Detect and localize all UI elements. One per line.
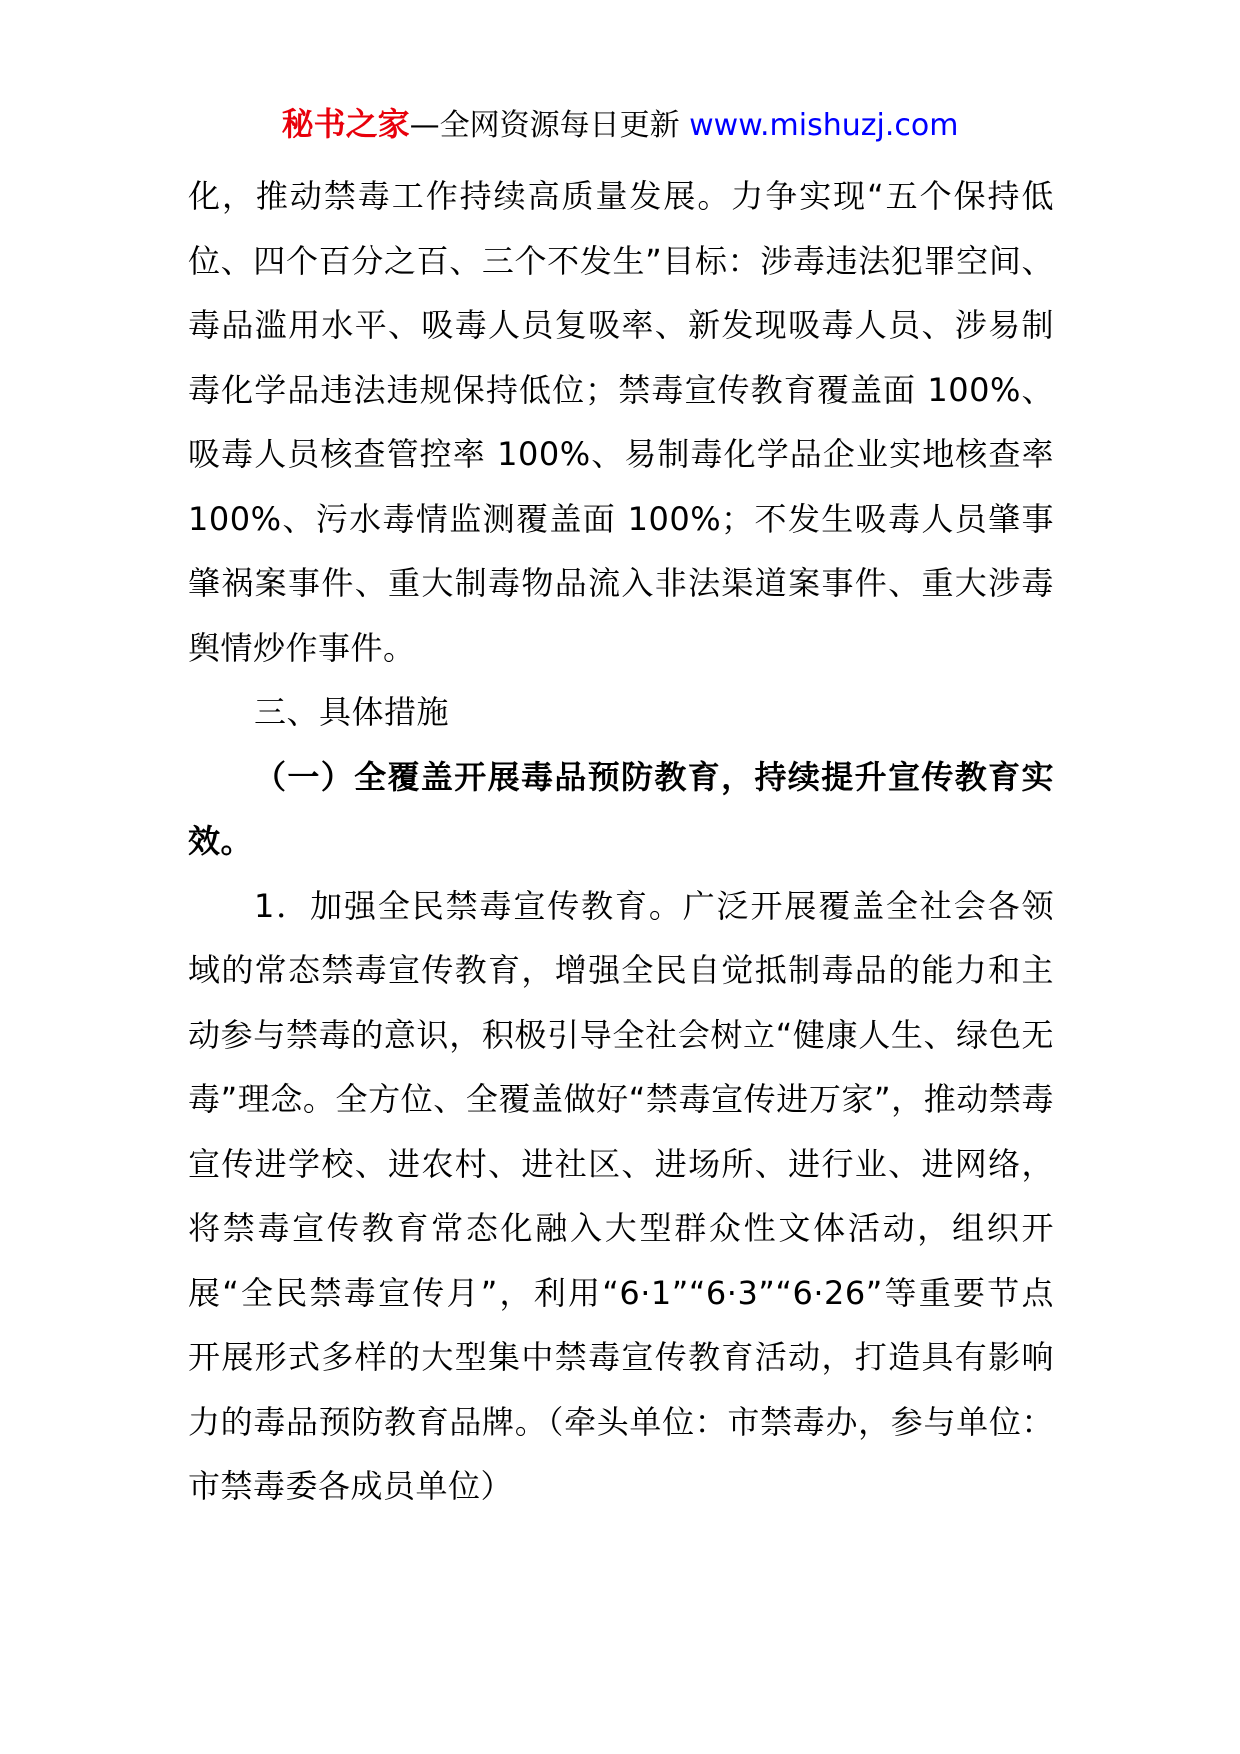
section-heading: 三、具体措施 xyxy=(254,693,450,731)
subsection-heading: （一）全覆盖开展毒品预防教育，持续提升宣传教育实效。 xyxy=(188,757,1054,860)
paragraph-goals: 化，推动禁毒工作持续高质量发展。力争实现“五个保持低位、四个百分之百、三个不发生”目标：涉毒违法犯罪空间、毒品滥用水平、吸毒人员复吸率、新发现吸毒人员、涉易制毒化学品违法违规保持低位；禁毒宣传教育覆盖面 100%、吸毒人员核查管控率 100%、易制毒化学品企业实地核查率 100%、污水毒情监测覆盖面 100%；不发生吸毒人员肇事肇祸案事件、重大制毒物品流入非法渠道案事件、重大涉毒舆情炒作事件。 xyxy=(188,177,1054,667)
site-url[interactable]: www.mishuzj.com xyxy=(689,108,959,143)
page-header xyxy=(0,102,1240,148)
document-body xyxy=(188,164,1054,1519)
paragraph-measure-1: 1．加强全民禁毒宣传教育。广泛开展覆盖全社会各领域的常态禁毒宣传教育，增强全民自觉抵制毒品的能力和主动参与禁毒的意识，积极引导全社会树立“健康人生、绿色无毒”理念。全方位、全覆盖做好“禁毒宣传进万家”，推动禁毒宣传进学校、进农村、进社区、进场所、进行业、进网络，将禁毒宣传教育常态化融入大型群众性文体活动，组织开展“全民禁毒宣传月”，利用“6·1”“6·3”“6·26”等重要节点开展形式多样的大型集中禁毒宣传教育活动，打造具有影响力的毒品预防教育品牌。（牵头单位：市禁毒办，参与单位：市禁毒委各成员单位） xyxy=(188,886,1054,1505)
brand-name: 秘书之家 xyxy=(281,105,410,143)
header-tagline: —全网资源每日更新 xyxy=(409,108,690,143)
